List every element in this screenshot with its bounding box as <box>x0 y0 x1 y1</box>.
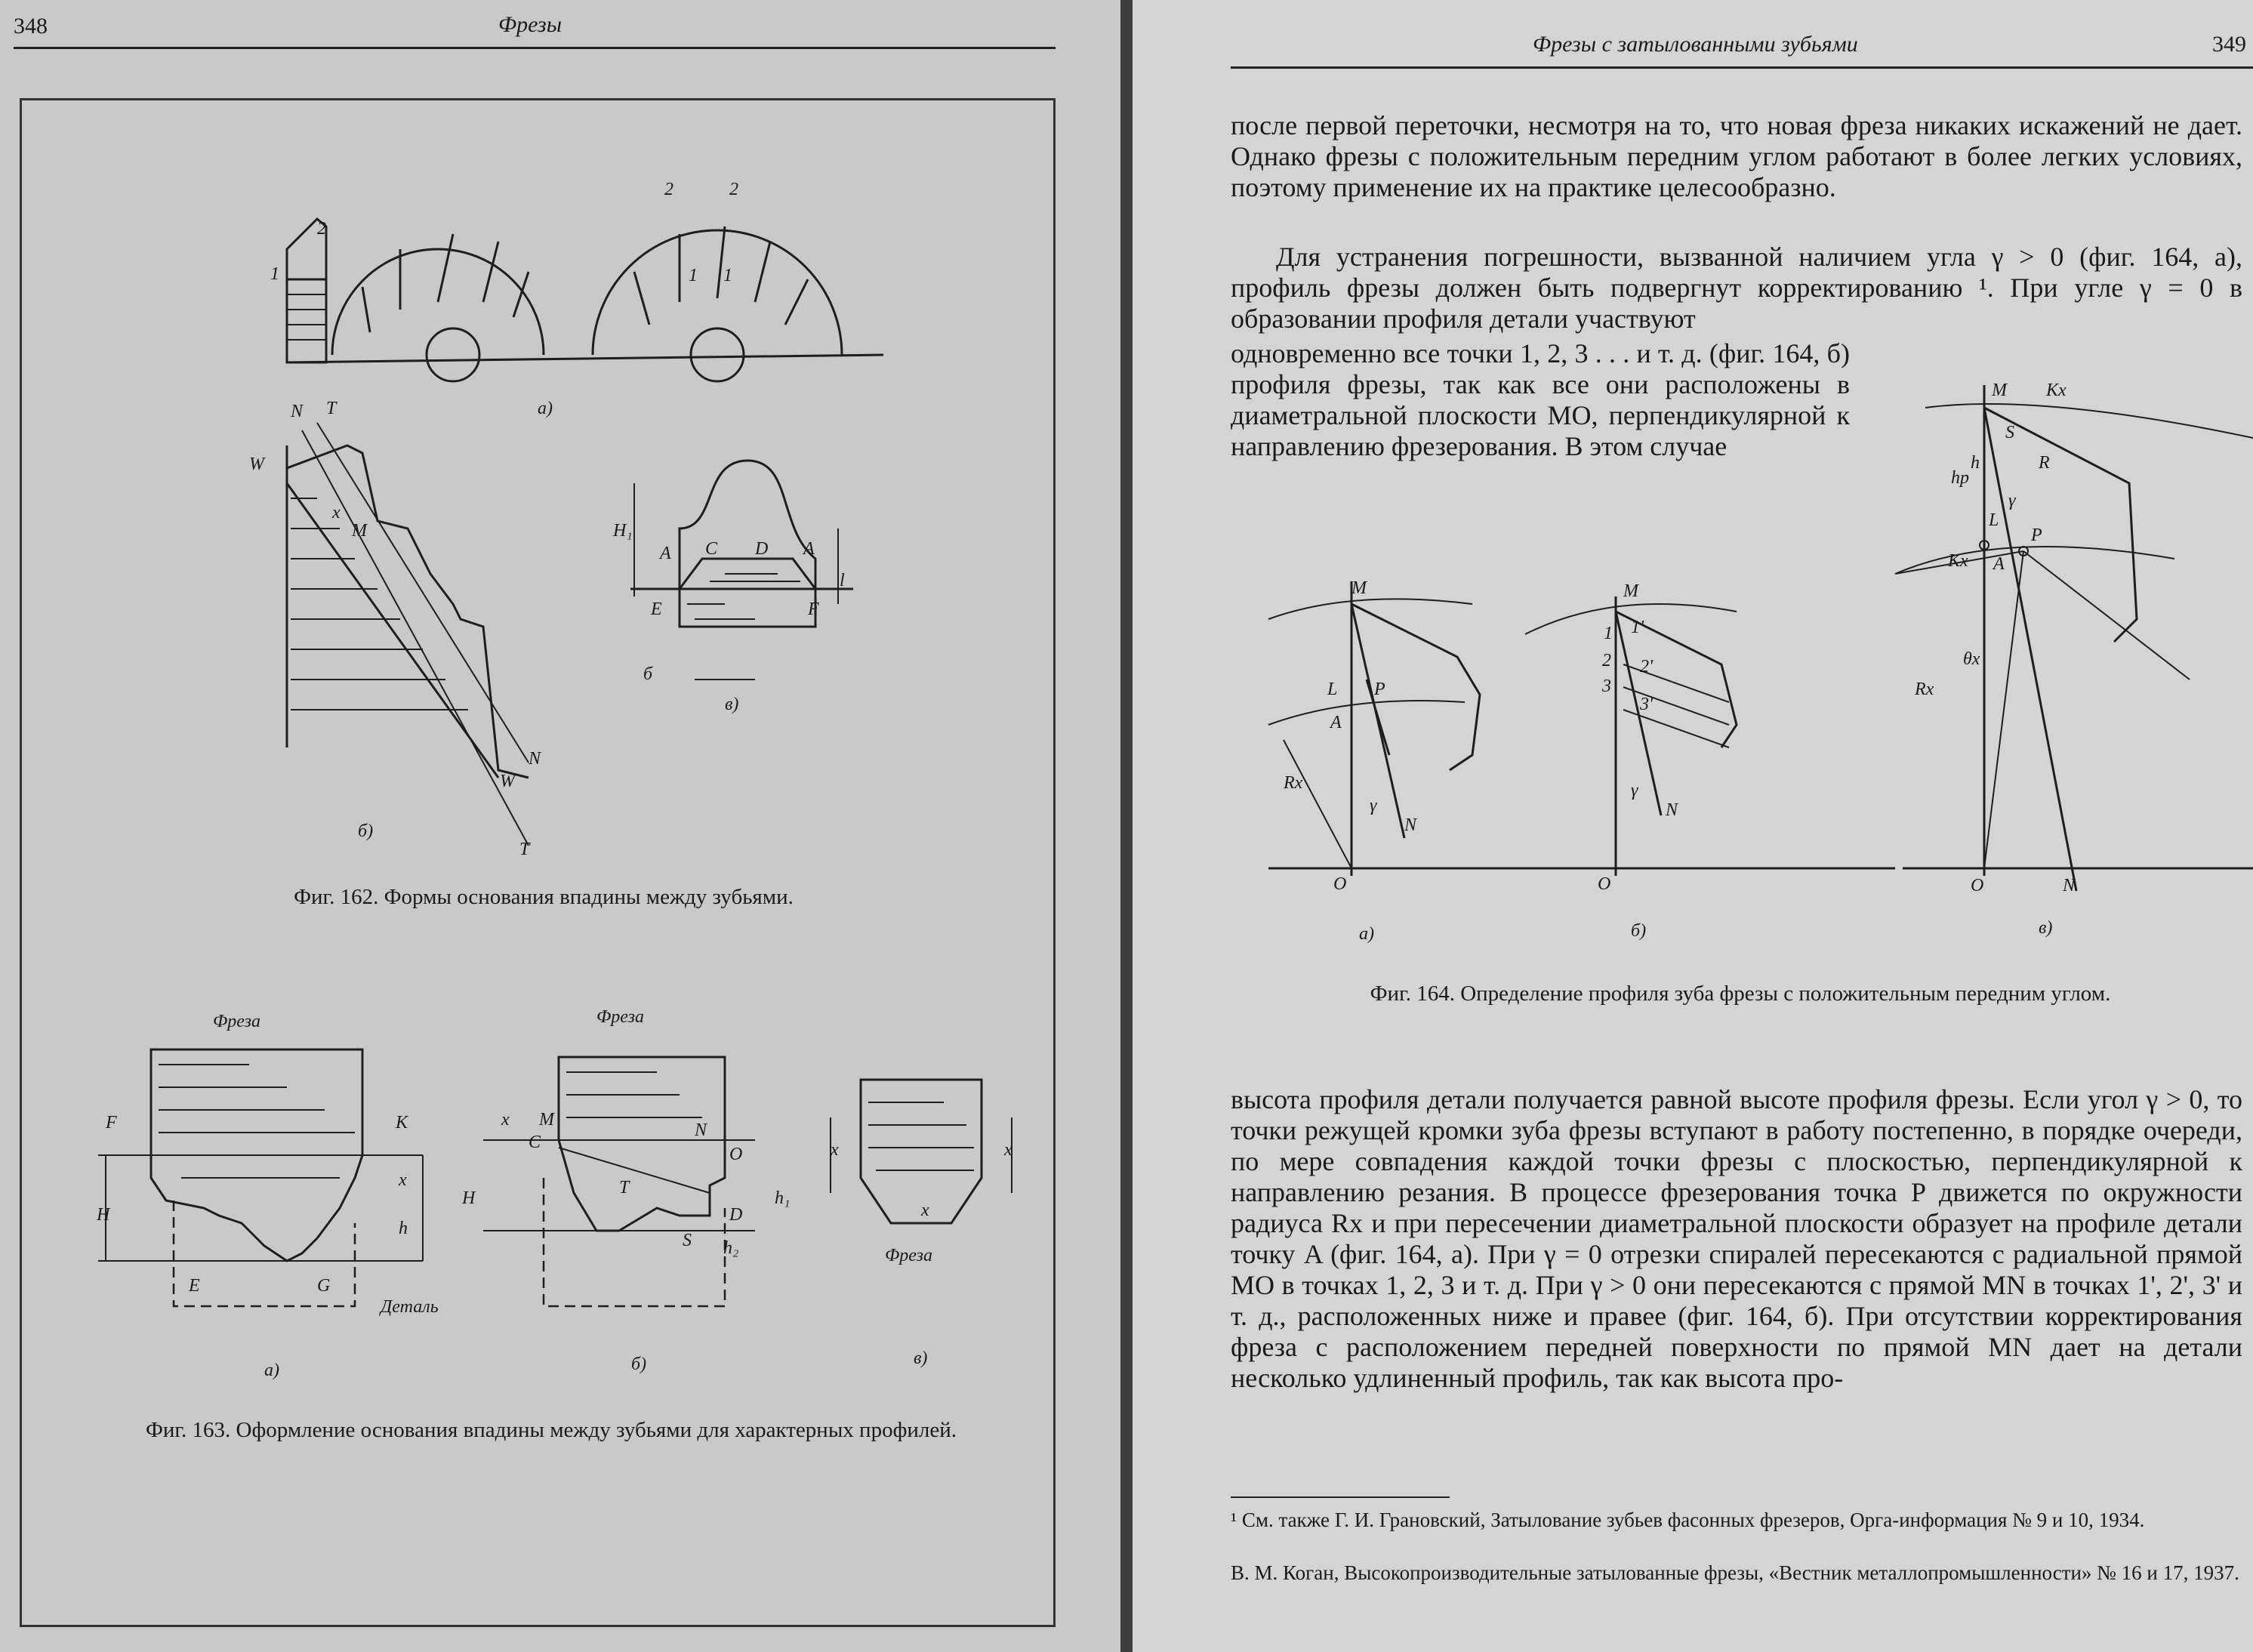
fig163b-label-h1: h₁ <box>775 1188 791 1208</box>
fig164b-label-2: 2 <box>1602 651 1611 670</box>
fig163a-label-freza: Фреза <box>213 1012 260 1031</box>
fig163a-label-K: K <box>396 1113 408 1133</box>
fig162a-label-2c: 2 <box>729 180 738 199</box>
book-gutter <box>1120 0 1133 1652</box>
fig163b-label-N: N <box>695 1120 707 1140</box>
page-number-right: 349 <box>2212 32 2246 57</box>
fig164b-label-gamma: γ <box>1631 781 1638 800</box>
fig163b-label-O: O <box>729 1145 743 1164</box>
figure-164-caption: Фиг. 164. Определение профиля зуба фрезы с положительным передним углом. <box>1370 982 2111 1006</box>
fig164b-label-2p: 2' <box>1640 657 1654 677</box>
fig163b-label-T: T <box>619 1178 630 1197</box>
running-head-right: Фрезы с затылованными зубьями <box>1533 32 1858 57</box>
fig163-panel-b: б) <box>631 1355 647 1374</box>
fig163b-label-h2: h₂ <box>723 1238 739 1258</box>
fig163v-label-x3: x <box>921 1200 929 1220</box>
fig163v-label-freza: Фреза <box>885 1246 932 1265</box>
fig162b-label-N2: N <box>529 749 541 769</box>
figure-163-drawing <box>0 0 1120 1652</box>
fig164v-label-L: L <box>1989 510 1999 530</box>
footnote-1: ¹ См. также Г. И. Грановский, Затылование зубьев фасонных фрезеров, Орга-информация № 9 и 10, 1934. <box>1231 1509 2145 1531</box>
fig163v-label-x1: x <box>831 1140 839 1160</box>
fig162a-label-1c: 1 <box>723 266 732 285</box>
fig162v-label-F: F <box>808 599 819 619</box>
fig164b-label-N: N <box>1666 800 1678 820</box>
footnote-2: В. М. Коган, Высокопроизводительные затылованные фрезы, «Вестник металлопромышленности» № 16 и 17, 1937. <box>1231 1561 2239 1584</box>
fig162v-label-l: l <box>840 571 845 590</box>
fig162-panel-v: в) <box>725 695 739 714</box>
fig162b-label-x: x <box>332 503 341 522</box>
fig162b-label-T1: T <box>326 399 337 418</box>
fig163b-label-C: C <box>529 1133 541 1152</box>
left-page <box>0 0 1120 1652</box>
fig164a-label-L: L <box>1327 680 1338 699</box>
fig163b-label-S: S <box>683 1231 692 1250</box>
fig164-panel-a: а) <box>1359 924 1374 944</box>
fig164v-label-P: P <box>2031 525 2042 545</box>
footnote-rule <box>1231 1496 1450 1498</box>
fig164v-label-N: N <box>2063 876 2076 895</box>
fig163-panel-a: а) <box>264 1361 279 1380</box>
right-page <box>1133 0 2253 1652</box>
fig163-label-detal: Деталь <box>381 1297 439 1317</box>
fig164v-label-Kx1: Kx <box>2046 381 2067 400</box>
fig162b-label-M: M <box>352 521 367 541</box>
paragraph-1-text: после первой переточки, несмотря на то, что новая фреза никаких искажений не дает. Однако фрезы с положительным передним углом работают в более легких условиях, поэтому применение их на практике целесообразно. <box>1231 110 2242 202</box>
fig164v-label-O: O <box>1971 876 1984 895</box>
fig164b-label-1p: 1' <box>1631 618 1644 637</box>
fig164a-label-A: A <box>1330 713 1342 732</box>
fig164v-label-gamma: γ <box>2008 491 2016 510</box>
fig164v-label-hp: hp <box>1951 468 1969 488</box>
fig162a-label-1a: 1 <box>270 264 279 284</box>
fig162v-label-A2: A <box>803 539 815 559</box>
fig162b-label-N1: N <box>291 402 304 421</box>
fig162-panel-a: а) <box>538 399 553 418</box>
fig164v-label-A: A <box>1993 554 2005 574</box>
fig163a-label-G: G <box>317 1276 331 1296</box>
fig164b-label-3: 3 <box>1602 677 1611 696</box>
fig163a-label-E: E <box>189 1276 200 1296</box>
fig162v-label-D: D <box>755 539 769 559</box>
fig164-panel-b: б) <box>1631 921 1647 941</box>
fig164a-label-M: M <box>1351 578 1367 598</box>
fig163a-label-F: F <box>106 1113 117 1133</box>
fig163b-label-H: H <box>462 1188 476 1208</box>
paragraph-3-text: высота профиля детали получается равной высоте профиля фрезы. Если угол γ > 0, то точки режущей кромки зуба фрезы вступают в работу постепенно, в порядке очереди, по мере совпадения каждой точки фрезы с плоскостью, перпендикулярной к направлению резания. В процессе фрезерования точка P движется по окружности радиуса Rx и при пересечении диаметральной плоскости образует на профиле детали точку A (фиг. 164, а). При γ = 0 отрезки спиралей пересекаются с радиальной прямой MO в точках 1, 2, 3 и т. д. При γ > 0 они пересекаются с прямой MN в точках 1', 2', 3' и т. д., расположенных ниже и правее (фиг. 164, б). При отсутствии корректирования фреза с расположением передней поверхности по прямой MN дает на детали несколько удлиненный профиль, так как высота про- <box>1231 1084 2242 1393</box>
paragraph-3 <box>1231 1084 2242 1394</box>
fig163b-label-M: M <box>539 1110 554 1130</box>
fig163b-label-x: x <box>501 1110 510 1130</box>
fig162v-label-E: E <box>651 599 662 619</box>
fig164a-label-Rx: Rx <box>1284 773 1303 793</box>
page-number-left: 348 <box>14 14 48 39</box>
fig162a-label-1b: 1 <box>689 266 698 285</box>
fig162b-label-W2: W <box>500 772 515 791</box>
fig164v-label-Rx: Rx <box>1915 680 1934 699</box>
paragraph-2-full: Для устранения погрешности, вызванной наличием угла γ > 0 (фиг. 164, а), профиль фрезы должен быть подвергнут корректированию ¹. При угле γ = 0 в образовании профиля детали участвуют <box>1231 242 2242 334</box>
fig163v-label-x2: x <box>1004 1140 1012 1160</box>
fig164b-label-3p: 3' <box>1640 695 1654 714</box>
fig163a-label-x: x <box>399 1170 407 1190</box>
figure-162-caption: Фиг. 162. Формы основания впадины между зубьями. <box>294 885 794 909</box>
fig163b-label-freza: Фреза <box>596 1007 644 1027</box>
fig163-panel-v: в) <box>914 1348 928 1368</box>
running-head-left: Фрезы <box>498 12 562 37</box>
fig164v-label-S: S <box>2005 423 2014 442</box>
fig164v-label-h: h <box>1971 453 1980 473</box>
fig164v-label-Kx2: Kx <box>1948 551 1968 571</box>
fig164a-label-O: O <box>1333 874 1347 894</box>
fig163a-label-h: h <box>399 1219 408 1238</box>
fig164v-label-M: M <box>1992 381 2007 400</box>
fig164a-label-gamma: γ <box>1370 796 1377 815</box>
fig164v-label-R: R <box>2039 453 2050 473</box>
fig162b-label-T2: T <box>519 840 530 859</box>
fig162v-label-A1: A <box>660 544 671 563</box>
fig162a-label-2b: 2 <box>664 180 673 199</box>
fig164-panel-v: в) <box>2039 918 2053 938</box>
fig164v-label-theta: θx <box>1963 649 1980 669</box>
figure-163-caption: Фиг. 163. Оформление основания впадины между зубьями для характерных профилей. <box>145 1418 957 1442</box>
fig162b-label-W1: W <box>249 455 264 474</box>
fig162v-label-H1: H₁ <box>613 521 633 541</box>
fig163a-label-H: H <box>97 1205 110 1225</box>
fig164b-label-1: 1 <box>1604 624 1613 643</box>
fig162v-label-C: C <box>705 539 718 559</box>
fig164a-label-P: P <box>1374 680 1385 699</box>
fig164a-label-N: N <box>1404 815 1417 835</box>
fig162a-label-2a: 2 <box>317 219 326 239</box>
figure-164-drawing <box>1133 0 2253 982</box>
fig162v-label-b: б <box>643 664 653 684</box>
fig162-panel-b: б) <box>358 821 374 841</box>
fig164b-label-O: O <box>1598 874 1611 894</box>
fig163b-label-D: D <box>729 1205 743 1225</box>
paragraph-2-narrow-text: одновременно все точки 1, 2, 3 . . . и т. д. (фиг. 164, б) профиля фрезы, так как все они расположены в диаметральной плоскости MO, перпендикулярной к направлению фрезерования. В этом случае <box>1231 338 1850 461</box>
fig164b-label-M: M <box>1623 581 1638 601</box>
